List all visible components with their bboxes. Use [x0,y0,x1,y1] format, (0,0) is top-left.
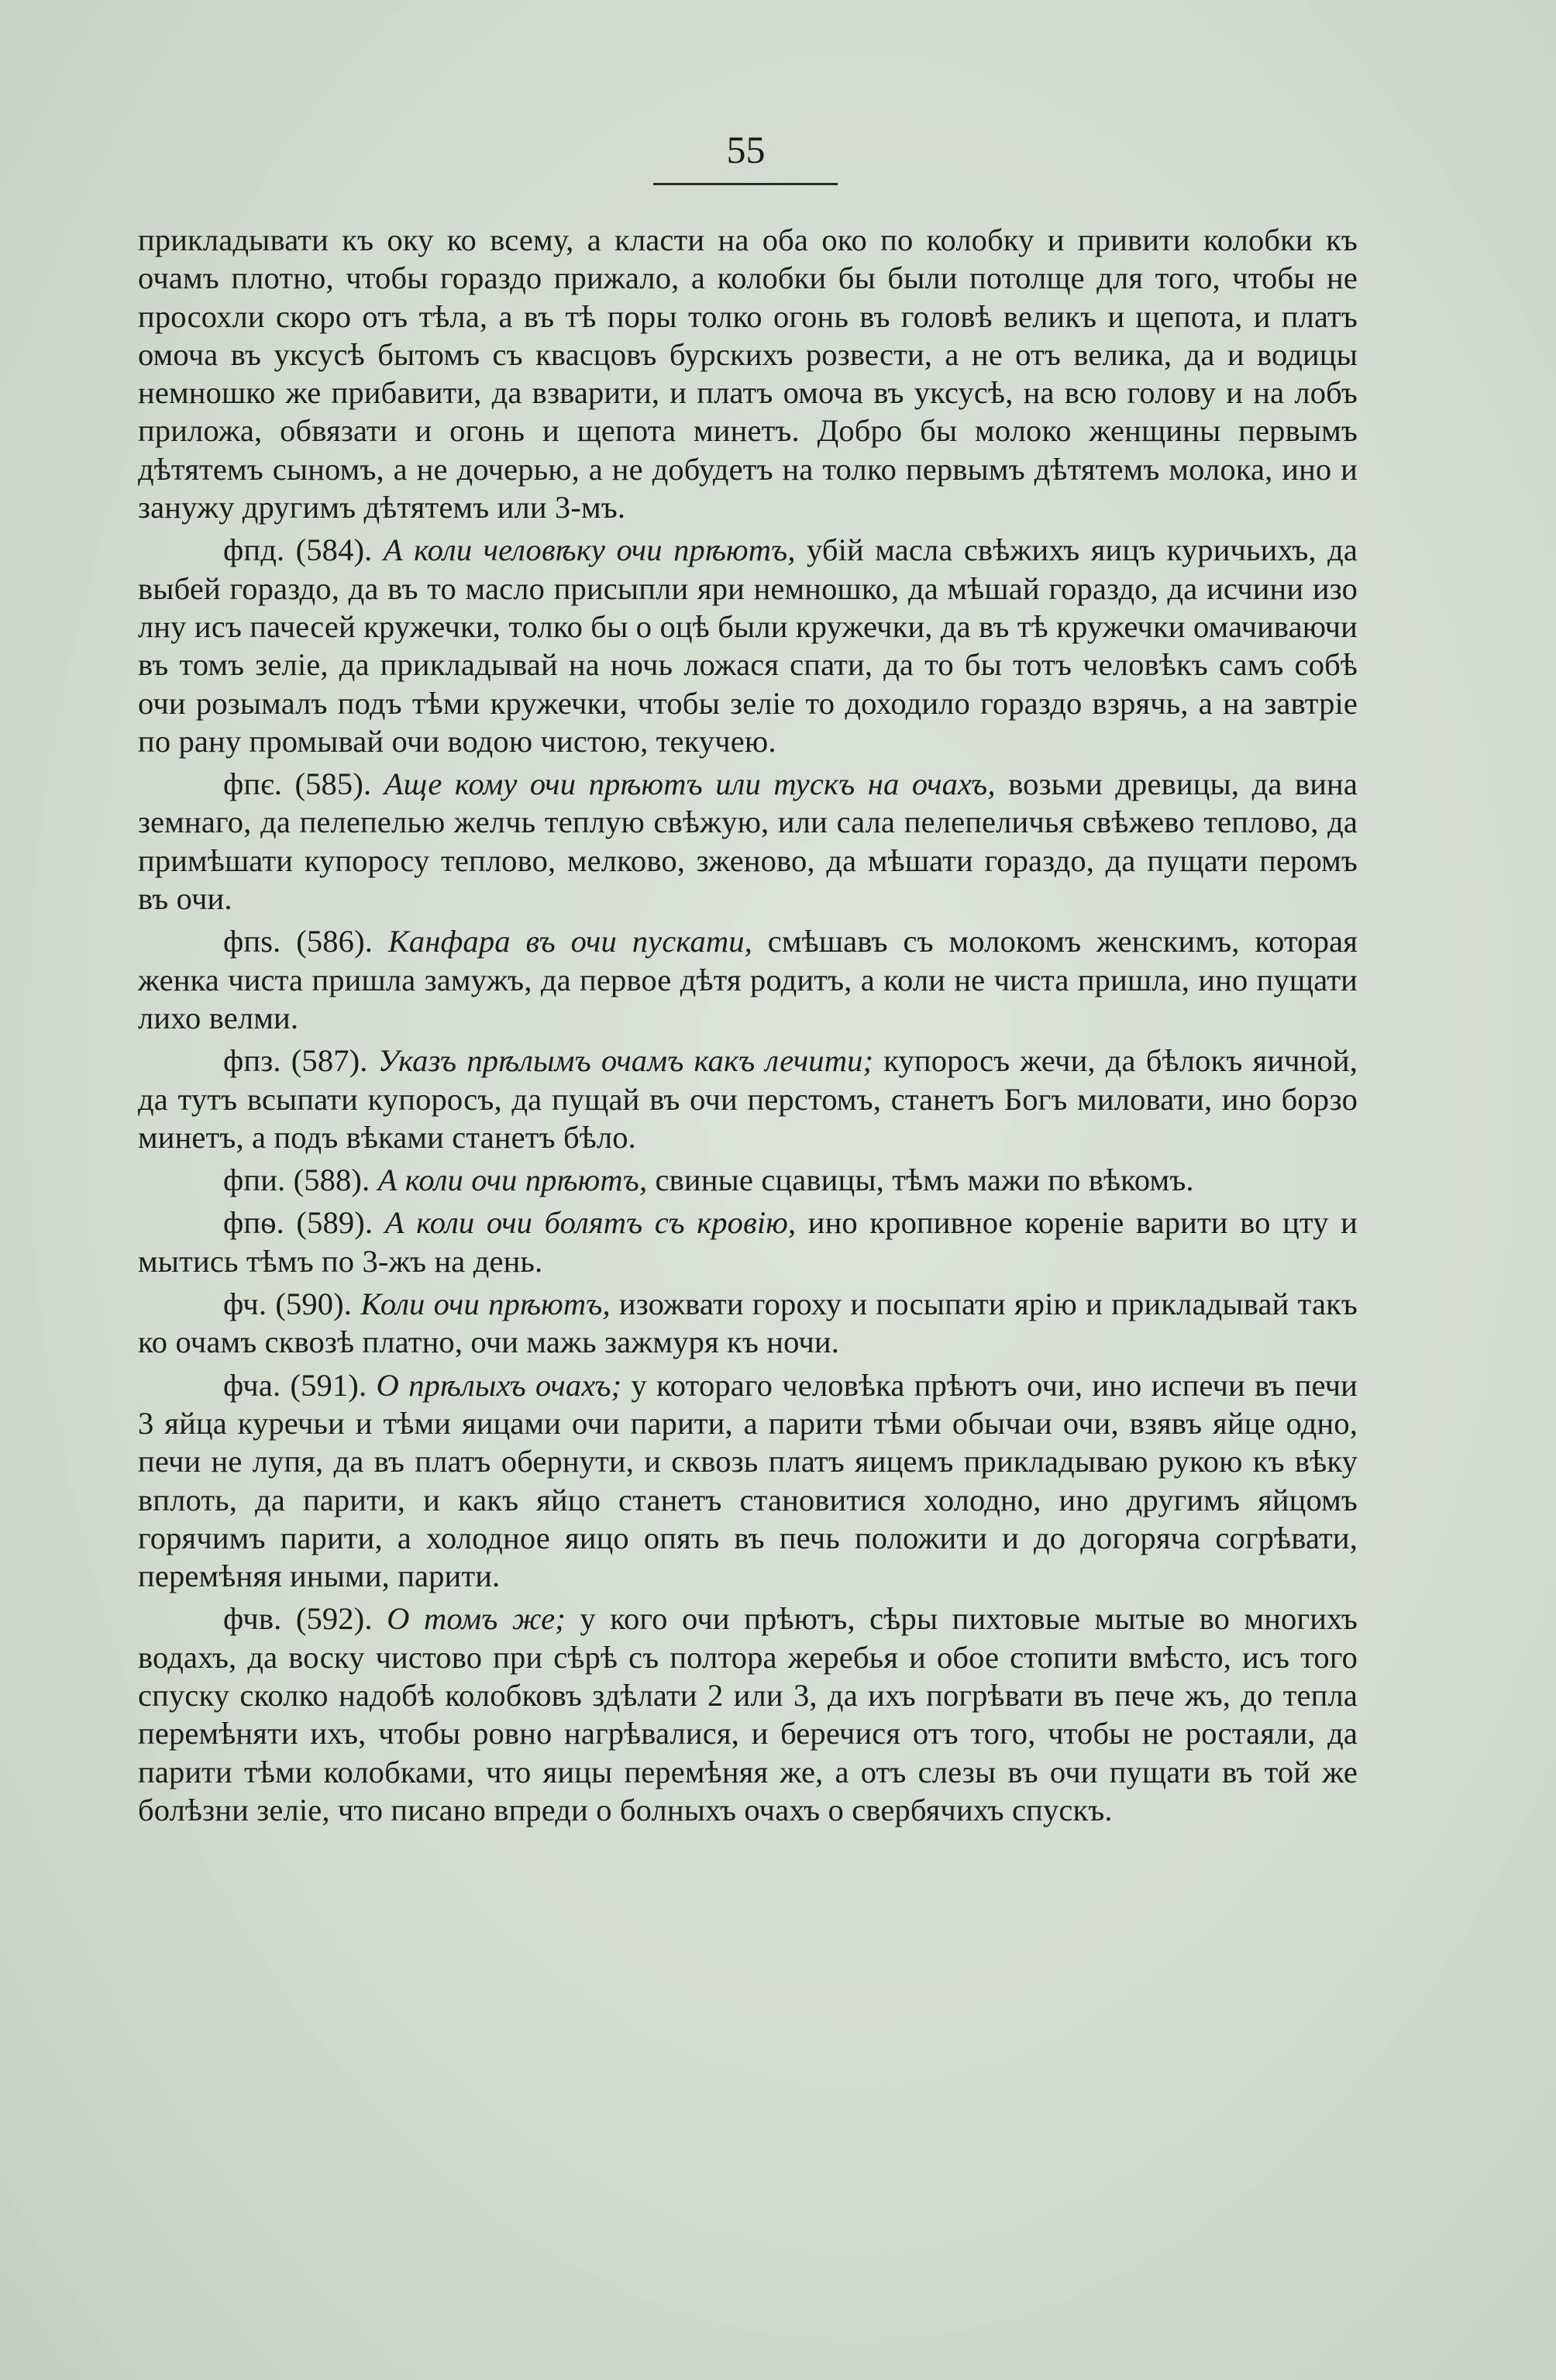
entry-label: фпд. (584). [223,532,373,568]
entry-588 [138,1161,1358,1199]
entry-label: фпѕ. (586). [223,924,373,959]
entry-label: фча. (591). [223,1367,367,1403]
opening-paragraph: прикладывати къ оку ко всему, а класти на оба око по колобку и привити колобки къ очамъ плотно, чтобы гораздо прижало, а колобки бы были потолще для того, чтобы не просохли скоро отъ тѣла, а въ тѣ поры толко огонь въ головѣ великъ и щепота, и платъ омоча въ уксусѣ бытомъ съ квасцовъ бурскихъ розвести, а не отъ велика, да и водицы немношко же прибавити, да взварити, и платъ омоча въ уксусѣ, на всю голову и на лобъ приложа, обвязати и огонь и щепота минетъ. Добро бы молоко женщины первымъ дѣтятемъ сыномъ, а не дочерью, а не добудетъ на толко первымъ дѣтятемъ молока, ино и занужу другимъ дѣтятемъ или 3-мъ. [138,222,1358,525]
entry-label: фпз. (587). [223,1043,368,1079]
entry-591 [138,1366,1358,1596]
entry-title: Коли очи прѣютъ, [360,1286,611,1322]
entry-title: А коли очи прѣютъ, [377,1162,648,1198]
entry-title: А коли очи болятъ съ кровію, [384,1205,797,1241]
entry-589 [138,1204,1358,1280]
entry-title: Канфара въ очи пускати, [387,924,752,959]
entry-label: фчв. (592). [223,1601,373,1637]
entry-body: ино кропивное кореніе варити во цту и мытись тѣмъ по 3-жъ на день. [138,1205,1358,1279]
entry-585 [138,765,1358,918]
entry-title: О прѣлыхъ очахъ; [376,1367,622,1403]
page-text [138,221,1358,1834]
header-rule [653,183,838,185]
entry-body: купоросъ жечи, да бѣлокъ яичной, да тутъ всыпати купоросъ, да пущай въ очи перстомъ, станетъ Богъ миловати, ино борзо минетъ, а подъ вѣками станетъ бѣло. [138,1043,1358,1155]
entry-592 [138,1600,1358,1829]
entry-586 [138,922,1358,1037]
entry-title: А коли человѣку очи прѣютъ, [383,532,796,568]
entry-label: фпи. (588). [223,1162,370,1198]
entry-title: Указъ прѣлымъ очамъ какъ лечити; [377,1043,874,1079]
entry-body: возьми древицы, да вина земнаго, да пелепелью желчь теплую свѣжую, или сала пелепеличья свѣжево теплово, да примѣшати купоросу теплово, мелково, зженово, да мѣшати гораздо, да пущати перомъ въ очи. [138,766,1358,917]
entry-587 [138,1042,1358,1156]
entry-label: фч. (590). [223,1286,353,1322]
entry-body: свиные сцавицы, тѣмъ мажи по вѣкомъ. [655,1162,1194,1198]
entry-body: у котораго человѣка прѣютъ очи, ино испечи въ печи 3 яйца куречьи и тѣми яицами очи парити, а парити тѣми обычаи очи, взявъ яйце одно, печи не лупя, да въ платъ обернути, и сквозь платъ яицемъ прикладываю рукою къ вѣку вплоть, да парити, и какъ яйцо станетъ становитися холодно, ино другимъ яйцомъ горячимъ парити, а холодное яицо опять въ печь положити и до догоряча согрѣвати, перемѣняя иными, парити. [138,1367,1358,1594]
entry-label: фпє. (585). [223,766,372,802]
entry-584 [138,531,1358,760]
entry-body: изожвати гороху и посыпати ярію и прикладывай такъ ко очамъ сквозѣ платно, очи мажь зажмуря къ ночи. [138,1286,1358,1360]
entry-title: Аще кому очи прѣютъ или тускъ на очахъ, [384,766,996,802]
entry-body: смѣшавъ съ молокомъ женскимъ, которая женка чиста пришла замужъ, да первое дѣтя родитъ, а коли не чиста пришла, ино пущати лихо велми. [138,924,1358,1035]
entry-body: убій масла свѣжихъ яицъ куричьихъ, да выбей гораздо, да въ то масло присыпли яри немношко, да мѣшай гораздо, да исчини изо лну исъ пачесей кружечки, толко бы о оцѣ были кружечки, да въ тѣ кружечки омачиваючи въ томъ зеліе, да прикладывай на ночь ложася спати, да то бы тотъ человѣкъ самъ собѣ очи розымалъ подъ тѣми кружечки, чтобы зеліе то доходило гораздо взрячь, а на завтріе по рану промывай очи водою чистою, текучею. [138,532,1358,759]
entry-590 [138,1285,1358,1362]
entry-body: у кого очи прѣютъ, сѣры пихтовые мытые во многихъ водахъ, да воску чистово при сѣрѣ съ полтора жеребья и обое стопити вмѣсто, исъ того спуску сколко надобѣ колобковъ здѣлати 2 или 3, да ихъ погрѣвати въ пече жъ, до тепла перемѣняти ихъ, чтобы ровно нагрѣвалися, и беречися отъ того, чтобы не ростаяли, да парити тѣми колобками, что яицы перемѣняя же, а отъ слезы въ очи пущати въ той же болѣзни зеліе, что писано впреди о болныхъ очахъ о свербячихъ спускъ. [138,1601,1358,1827]
page-number: 55 [726,128,766,171]
entry-label: фпѳ. (589). [223,1205,374,1241]
entry-title: О томъ же; [387,1601,566,1637]
